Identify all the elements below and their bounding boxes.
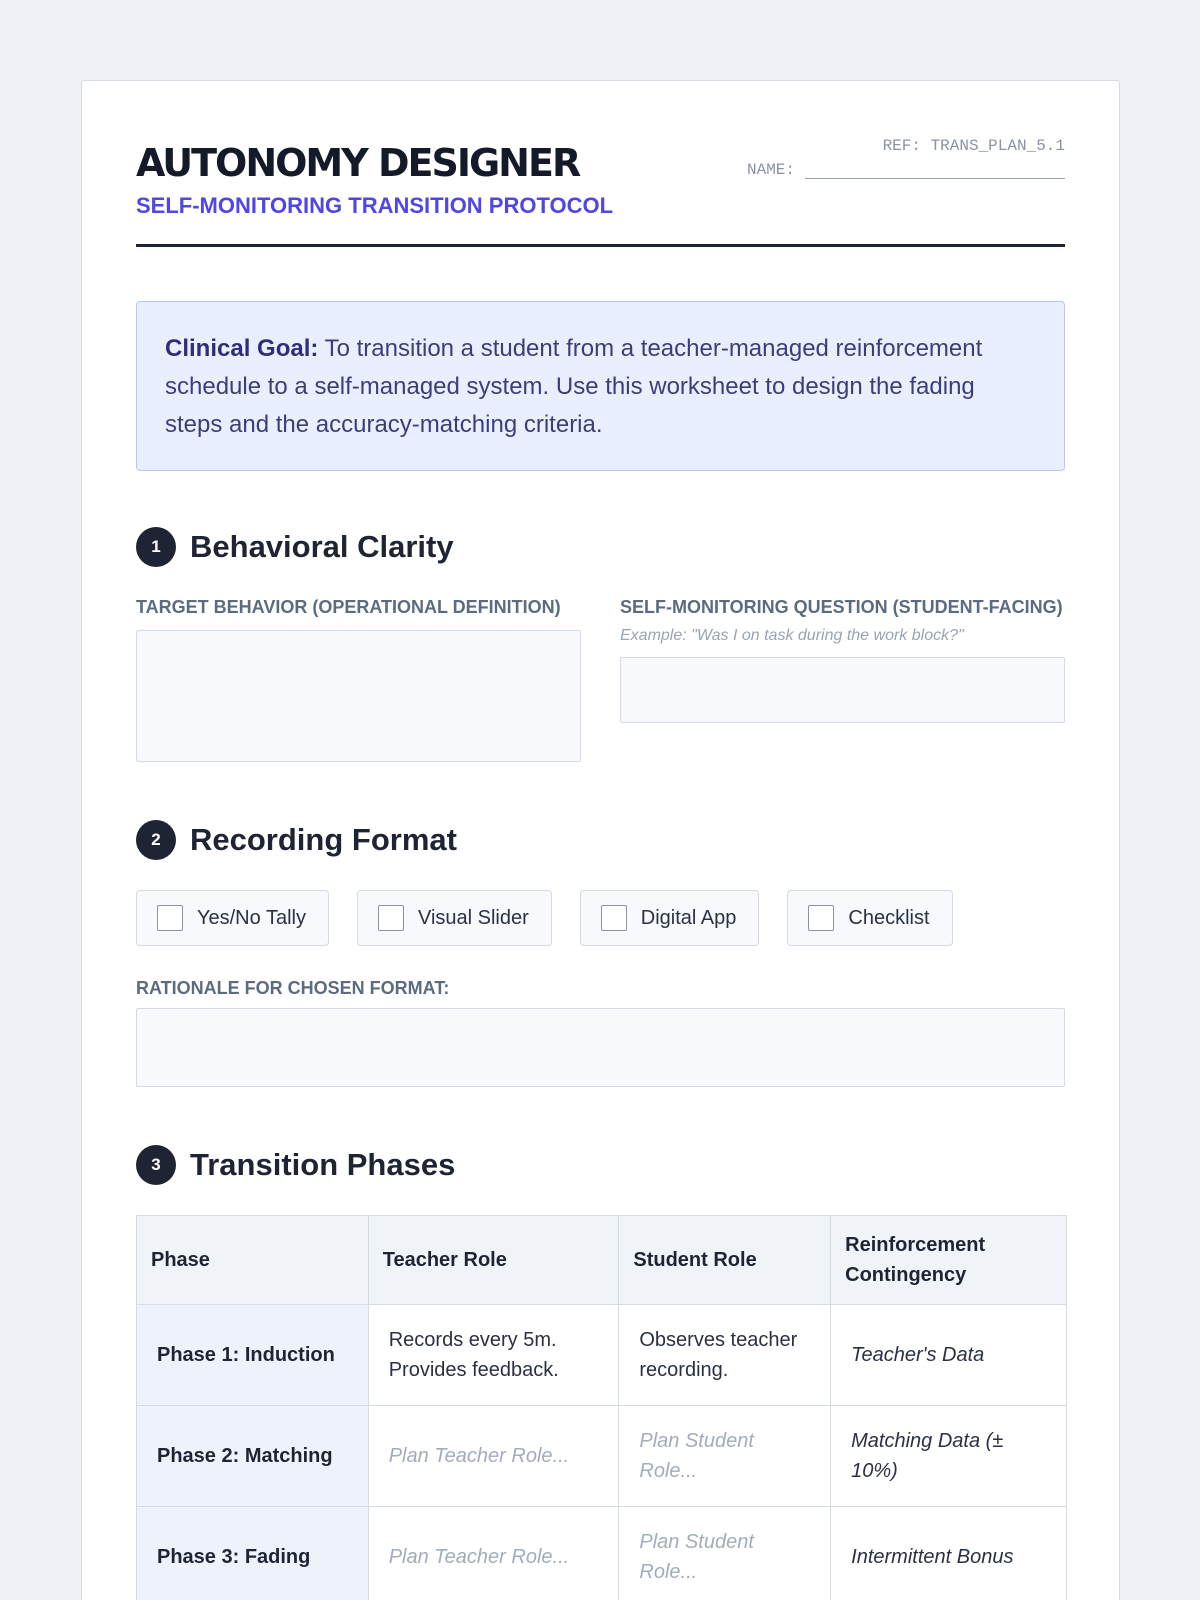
worksheet-header — [136, 137, 1065, 247]
checkbox[interactable] — [808, 905, 834, 931]
clinical-goal-text: To transition a student from a teacher-managed reinforcement schedule to a self-managed system. Use this worksheet to design the fading steps and the accuracy-matching criteria. — [165, 335, 983, 438]
option-yes-no-tally[interactable] — [136, 890, 329, 946]
table-row — [137, 1507, 1067, 1600]
name-field-row — [747, 161, 1065, 179]
column-header-teacher-role: Teacher Role — [368, 1216, 619, 1305]
checkbox[interactable] — [378, 905, 404, 931]
page-subtitle: SELF-MONITORING TRANSITION PROTOCOL — [136, 193, 614, 218]
option-label: Digital App — [640, 906, 737, 929]
phase-cell: Phase 3: Fading — [137, 1507, 369, 1600]
reinforcement-cell: Intermittent Bonus — [831, 1507, 1067, 1600]
rationale-label: RATIONALE FOR CHOSEN FORMAT: — [136, 978, 450, 998]
name-field[interactable] — [805, 161, 1065, 179]
option-label: Yes/No Tally — [197, 906, 306, 929]
clinical-goal-callout — [136, 301, 1065, 471]
phase-cell: Phase 2: Matching — [137, 1406, 369, 1507]
section-title: Recording Format — [190, 822, 457, 857]
phase-cell: Phase 1: Induction — [137, 1305, 369, 1406]
option-digital-app[interactable] — [580, 890, 760, 946]
teacher-role-cell: Records every 5m. Provides feedback. — [368, 1305, 619, 1406]
name-label: NAME: — [746, 161, 795, 179]
option-label: Visual Slider — [417, 906, 529, 929]
transition-phases-table — [136, 1215, 1067, 1600]
section-recording-format — [136, 820, 1065, 860]
teacher-role-input[interactable]: Plan Teacher Role... — [368, 1406, 619, 1507]
table-header-row — [137, 1216, 1067, 1305]
reference-code: REF: TRANS_PLAN_5.1 — [882, 137, 1065, 155]
target-behavior-label: TARGET BEHAVIOR (OPERATIONAL DEFINITION) — [136, 597, 561, 617]
section-behavioral-clarity — [136, 527, 1065, 567]
checkbox[interactable] — [601, 905, 627, 931]
target-behavior-field[interactable] — [136, 630, 581, 762]
student-role-input[interactable]: Plan Student Role... — [619, 1406, 831, 1507]
section-number-badge: 1 — [136, 527, 176, 567]
rationale-field[interactable] — [136, 1008, 1065, 1087]
checkbox[interactable] — [157, 905, 183, 931]
teacher-role-input[interactable]: Plan Teacher Role... — [368, 1507, 619, 1600]
section-number-badge: 2 — [136, 820, 176, 860]
column-header-student-role: Student Role — [619, 1216, 831, 1305]
section-transition-phases — [136, 1145, 1065, 1185]
question-example: Example: "Was I on task during the work block?" — [620, 627, 964, 644]
self-monitoring-question-label: SELF-MONITORING QUESTION (STUDENT-FACING) — [620, 597, 1063, 617]
section-number-badge: 3 — [136, 1145, 176, 1185]
column-header-reinforcement: Reinforcement Contingency — [831, 1216, 1067, 1305]
option-checklist[interactable] — [787, 890, 952, 946]
clinical-goal-label: Clinical Goal: — [165, 335, 319, 362]
student-role-input[interactable]: Plan Student Role... — [619, 1507, 831, 1600]
table-row — [137, 1406, 1067, 1507]
section-title: Behavioral Clarity — [190, 529, 454, 564]
reinforcement-cell: Teacher's Data — [831, 1305, 1067, 1406]
option-visual-slider[interactable] — [357, 890, 552, 946]
self-monitoring-question-field[interactable] — [620, 657, 1065, 723]
table-row — [137, 1305, 1067, 1406]
column-header-phase: Phase — [137, 1216, 369, 1305]
option-label: Checklist — [848, 906, 930, 929]
page-title: AUTONOMY DESIGNER — [136, 141, 580, 185]
format-options — [136, 890, 1065, 946]
section-title: Transition Phases — [190, 1147, 456, 1182]
worksheet-page — [81, 80, 1120, 1600]
student-role-cell: Observes teacher recording. — [619, 1305, 831, 1406]
reinforcement-cell: Matching Data (± 10%) — [831, 1406, 1067, 1507]
